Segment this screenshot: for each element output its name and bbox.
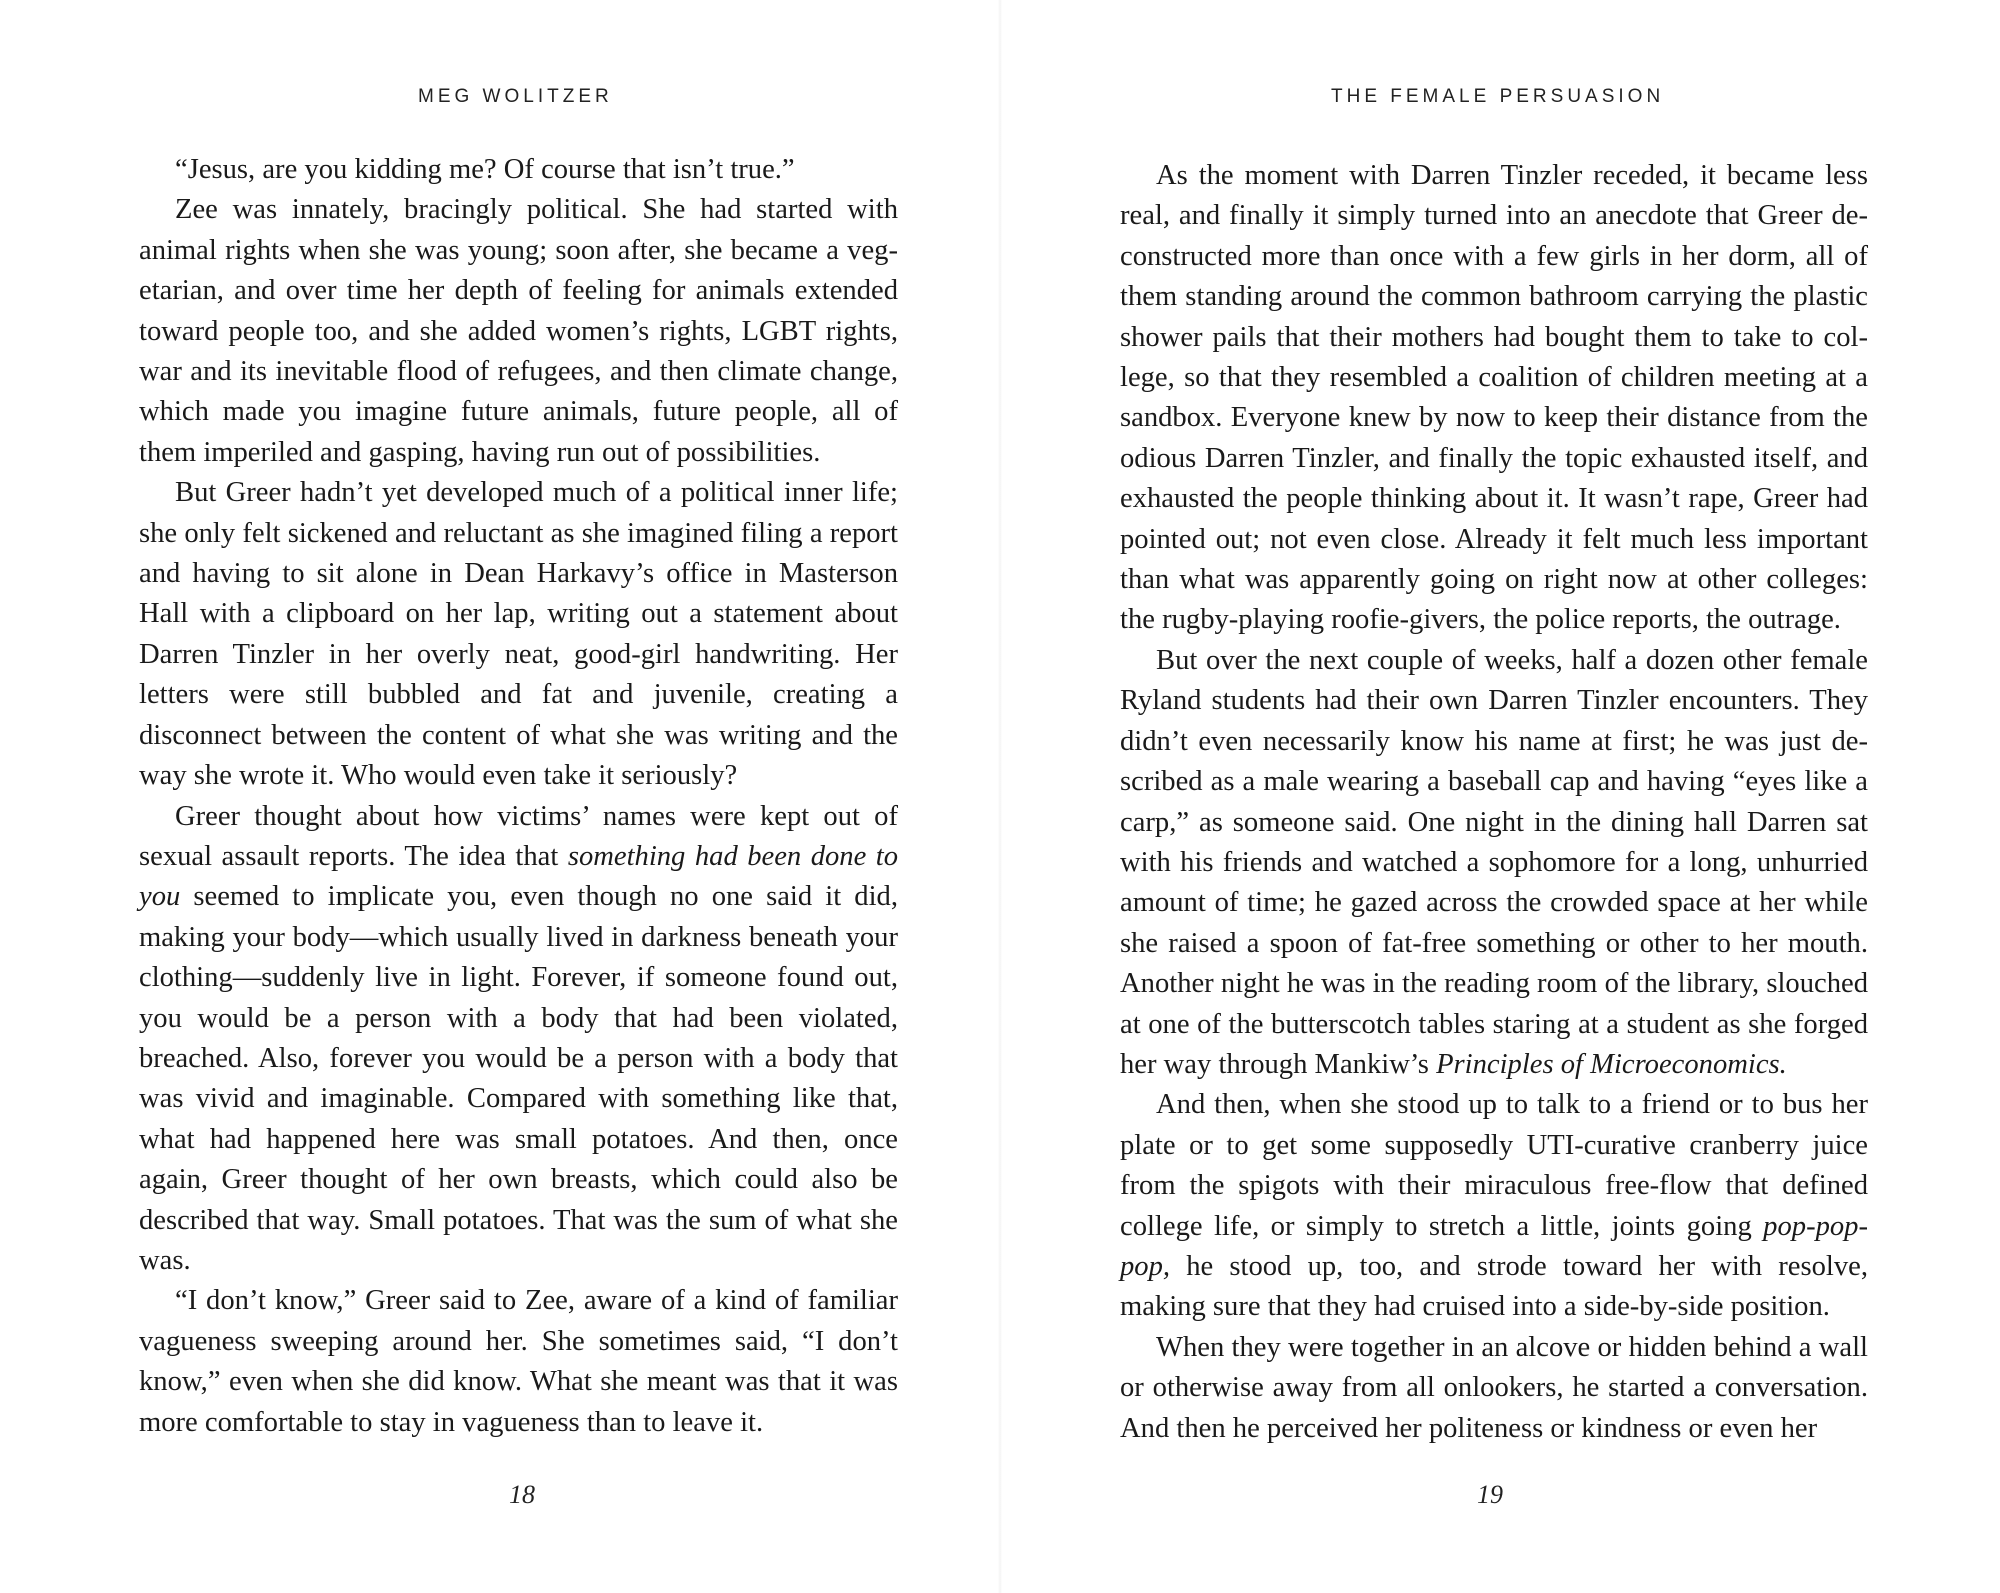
right-page [1000, 0, 2000, 1593]
paragraph: When they were together in an alcove or hidden behind a wall or otherwise away from all onlookers, he started a conversation. And then he perceived her politeness or kindness or even her [1120, 1331, 1868, 1444]
running-head-title: THE FEMALE PERSUASION [1331, 86, 1665, 107]
paragraph [1120, 1085, 1868, 1327]
paragraph: “Jesus, are you kidding me? Of course that isn’t true.” [175, 154, 795, 185]
left-page-body [139, 150, 898, 1443]
emphasis-text: Principles of Microeconomics. [1436, 1048, 1787, 1080]
paragraph [1120, 641, 1868, 1085]
page-number: 19 [1477, 1480, 1503, 1509]
emphasis-text: pop-pop-pop, [1120, 1210, 1868, 1282]
paragraph-text: But over the next couple of weeks, half a dozen other female Ryland students had their own Darren Tinzler encounters. They didn’t even necessarily know his name at first; he was just described as a male wearing a baseball cap and having “eyes like a carp,” as someone said. One night in the dining hall Darren sat with his friends and watched a sophomore for a long, unhurried amount of time; he gazed across the crowded space at her while she raised a spoon of fat-free something or other to her mouth. Another night he was in the reading room of the library, slouched at one of the butterscotch tables staring at a student as she forged her way through Mankiw’s [1120, 644, 1868, 1080]
paragraph: As the moment with Darren Tinzler receded, it became less real, and finally it simply turned into an anecdote that Greer deconstructed more than once with a few girls in her dorm, all of them standing around the common bathroom carrying the plastic shower pails that their mothers had bought them to take to college, so that they resembled a coalition of children meeting at a sandbox. Everyone knew by now to keep their distance from the odious Darren Tinzler, and finally the topic exhausted itself, and exhausted the people thinking about it. It wasn’t rape, Greer had pointed out; not even close. Already it felt much less important than what was apparently going on right now at other colleges: the rugby-playing roofie-givers, the police reports, the outrage. [1120, 160, 1868, 636]
paragraph: But Greer hadn’t yet developed much of a political inner life; she only felt sickened and reluctant as she imagined filing a report and having to sit alone in Dean Harkavy’s office in Masterson Hall with a clipboard on her lap, writing out a statement about Darren Tinzler in her overly neat, good-girl handwriting. Her letters were still bubbled and fat and juvenile, creating a disconnect between the content of what she was writing and the way she wrote it. Who would even take it seriously? [139, 477, 898, 792]
running-head-author: MEG WOLITZER [418, 86, 613, 107]
paragraph: “I don’t know,” Greer said to Zee, aware of a kind of familiar vagueness sweeping around her. She sometimes said, “I don’t know,” even when she did know. What she meant was that it was more comfortable to stay in vagueness than to leave it. [139, 1285, 898, 1438]
paragraph-text: he stood up, too, and strode toward her with resolve, making sure that they had cruised into a side-by-side position. [1120, 1250, 1868, 1323]
paragraph: Zee was innately, bracingly political. She had started with animal rights when she was young; soon after, she became a vegetarian, and over time her depth of feeling for animals extended toward people too, and she added women’s rights, LGBT rights, war and its inevitable flood of refugees, and then climate change, which made you imagine future animals, future people, all of them imperiled and gasping, having run out of possibilities. [139, 194, 898, 468]
page-number: 18 [509, 1480, 535, 1509]
right-page-body [1120, 156, 1868, 1449]
paragraph-text: And then, when she stood up to talk to a friend or to bus her plate or to get some supposedly UTI-curative cranberry juice from the spigots with their miraculous free-flow that defined college life, or simply to stretch a little, joints going [1120, 1089, 1868, 1242]
paragraph-text: Greer thought about how victims’ names were kept out of sexual assault reports. The idea that [139, 800, 898, 872]
emphasis-text: something had been done to you [139, 840, 899, 913]
paragraph [139, 797, 898, 1282]
paragraph-text: seemed to implicate you, even though no one said it did, making your body—which usually lived in darkness beneath your clothing—suddenly live in light. Forever, if someone found out, you would be a person with a body that had been violated, breached. Also, forever you would be a person with a body that was vivid and imaginable. Compared with something like that, what had happened here was small potatoes. And then, once again, Greer thought of her own breasts, which could also be described that way. Small potatoes. That was the sum of what she was. [139, 881, 898, 1276]
